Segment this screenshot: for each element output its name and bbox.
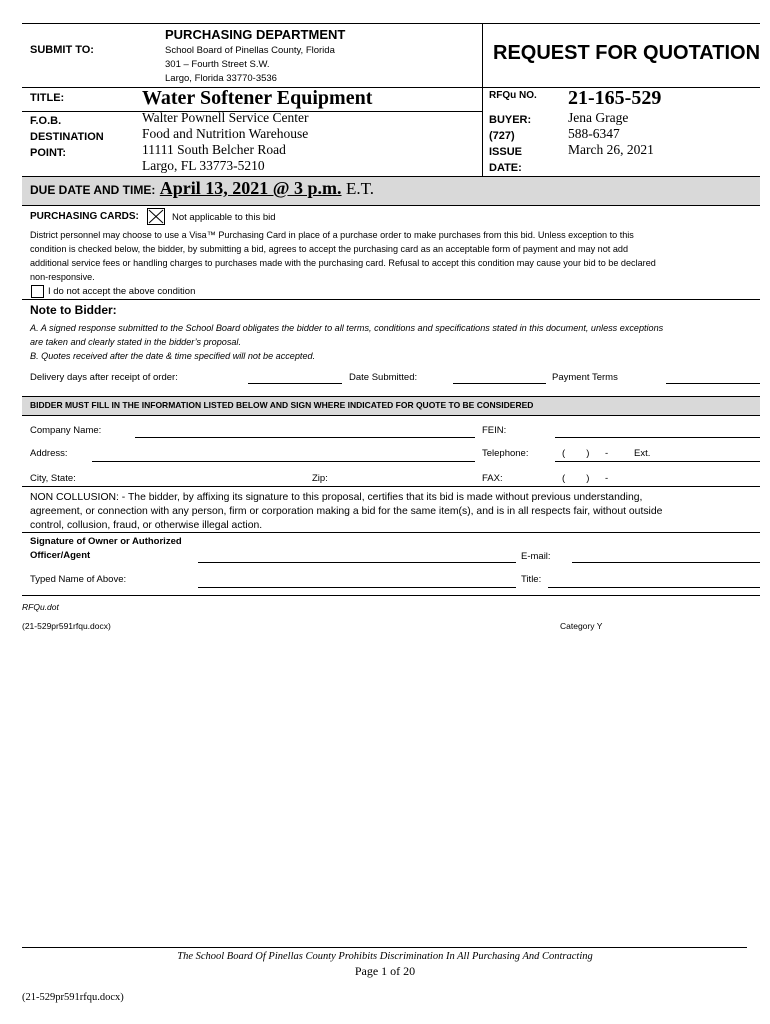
fob-label-line: POINT: (30, 147, 67, 159)
not-applicable-checkbox[interactable] (147, 208, 165, 225)
issue-date: March 26, 2021 (568, 142, 654, 157)
due-date-suffix: E.T. (345, 179, 374, 198)
fob-destination-address (142, 110, 308, 174)
rfq-number-value: 21-165-529 (568, 87, 662, 109)
signature-field[interactable] (198, 562, 516, 563)
fob-label-line: F.O.B. (30, 115, 62, 127)
submit-to-label: SUBMIT TO: (30, 44, 94, 56)
page-number: Page 1 of 20 (354, 964, 416, 978)
due-date-row (30, 178, 374, 199)
company-name-label: Company Name: (30, 425, 102, 436)
delivery-days-field[interactable] (248, 383, 342, 384)
collusion-line: agreement, or connection with any person, firm or corporation making a bid for the same item(s), and is in all respects fair, without outside (30, 506, 663, 517)
note-body (30, 321, 663, 363)
bidder-banner-text: BIDDER MUST FILL IN THE INFORMATION LISTED BELOW AND SIGN WHERE INDICATED FOR QUOTE TO BE CONSIDERED (30, 400, 534, 410)
buyer-name: Jena Grage (568, 110, 629, 125)
typed-name-label: Typed Name of Above: (30, 574, 127, 585)
fax-dash: - (605, 473, 609, 484)
title-label: TITLE: (30, 92, 65, 104)
date-label: DATE: (489, 162, 522, 174)
due-date-value: April 13, 2021 @ 3 p.m. (159, 178, 342, 198)
fob-address-line: 11111 South Belcher Road (142, 142, 286, 157)
address-line-2: 301 – Fourth Street S.W. (165, 59, 270, 70)
issue-label: ISSUE (489, 146, 523, 158)
x-mark-icon (148, 209, 164, 224)
not-applicable-text: Not applicable to this bid (172, 212, 276, 223)
non-collusion-statement (30, 491, 662, 533)
purchasing-cards-label: PURCHASING CARDS: (30, 211, 139, 222)
collusion-line: NON COLLUSION: - The bidder, by affixing its signature to this proposal, certifies that its bid is made without previous understanding, (30, 492, 643, 503)
title-field-label: Title: (521, 574, 542, 585)
fob-address-line: Food and Nutrition Warehouse (142, 126, 309, 141)
payment-terms-field[interactable] (666, 383, 760, 384)
fob-label (30, 113, 104, 161)
paragraph-line: condition is checked below, the bidder, by submitting a bid, agrees to accept the purchasing card as an acceptable form of payment and may not add (30, 244, 629, 254)
payment-terms-label: Payment Terms (552, 372, 618, 383)
telephone-label: Telephone: (482, 448, 529, 459)
address-line-1: School Board of Pinellas County, Florida (165, 45, 335, 56)
purchasing-cards-paragraph (30, 228, 656, 284)
fob-label-line: DESTINATION (30, 131, 104, 143)
delivery-days-label: Delivery days after receipt of order: (30, 372, 178, 383)
date-submitted-field[interactable] (453, 383, 546, 384)
template-name: RFQu.dot (22, 602, 59, 612)
discrimination-notice: The School Board Of Pinellas County Prohibits Discrimination In All Purchasing And Contracting (177, 951, 593, 962)
do-not-accept-checkbox[interactable] (31, 285, 44, 298)
paragraph-line: District personnel may choose to use a Visa™ Purchasing Card in place of a purchase order to make purchases from this bid. Unless exception to this (30, 230, 634, 240)
title-field[interactable] (548, 587, 760, 588)
signature-label-line: Signature of Owner or Authorized (30, 536, 182, 547)
fax-area-code: ( ) (562, 473, 590, 484)
signature-label-line: Officer/Agent (30, 550, 91, 561)
fob-address-line: Largo, FL 33773-5210 (142, 158, 265, 173)
telephone-area-code: ( ) (562, 448, 590, 459)
category-label: Category Y (560, 621, 603, 631)
typed-name-field[interactable] (198, 587, 516, 588)
buyer-issue-labels (489, 112, 531, 176)
file-name: (21-529pr591rfqu.docx) (22, 621, 111, 631)
buyer-label: BUYER: (489, 114, 532, 126)
document-title: REQUEST FOR QUOTATION (493, 42, 761, 64)
address-label: Address: (30, 448, 68, 459)
zip-label: Zip: (312, 473, 328, 484)
paragraph-line: non-responsive. (30, 272, 95, 282)
email-field[interactable] (572, 562, 760, 563)
collusion-line: control, collusion, fraud, or otherwise illegal action. (30, 520, 263, 531)
telephone-field[interactable] (555, 461, 760, 462)
note-line: B. Quotes received after the date & time specified will not be accepted. (30, 351, 316, 361)
city-state-label: City, State: (30, 473, 76, 484)
address-line-3: Largo, Florida 33770-3536 (165, 73, 277, 84)
address-field[interactable] (92, 461, 475, 462)
footer-file-name: (21-529pr591rfqu.docx) (22, 992, 124, 1003)
rfq-number-label: RFQu NO. (489, 90, 537, 101)
telephone-dash: - (605, 448, 609, 459)
title-value: Water Softener Equipment (142, 87, 373, 109)
signature-label (30, 535, 182, 563)
buyer-phone-label: (727) (489, 130, 515, 142)
note-heading: Note to Bidder: (30, 303, 117, 317)
fein-field[interactable] (555, 437, 760, 438)
buyer-info (568, 110, 654, 158)
due-date-label: DUE DATE AND TIME: (30, 183, 156, 197)
fax-label: FAX: (482, 473, 503, 484)
company-name-field[interactable] (135, 437, 475, 438)
date-submitted-label: Date Submitted: (349, 372, 418, 383)
paragraph-line: additional service fees or handling charges to purchases made with the purchasing card. Refusal to accept this condition may cause your bid to be declared (30, 258, 656, 268)
fein-label: FEIN: (482, 425, 507, 436)
extension-label: Ext. (634, 448, 651, 459)
email-label: E-mail: (521, 551, 551, 562)
fob-address-line: Walter Pownell Service Center (142, 110, 309, 125)
note-line: A. A signed response submitted to the School Board obligates the bidder to all terms, conditions and specifications stated in this document, unless exceptions (30, 323, 664, 333)
buyer-phone: 588-6347 (568, 126, 620, 141)
note-line: are taken and clearly stated in the bidder’s proposal. (30, 337, 241, 347)
do-not-accept-text: I do not accept the above condition (48, 286, 196, 297)
department-name: PURCHASING DEPARTMENT (165, 27, 346, 42)
